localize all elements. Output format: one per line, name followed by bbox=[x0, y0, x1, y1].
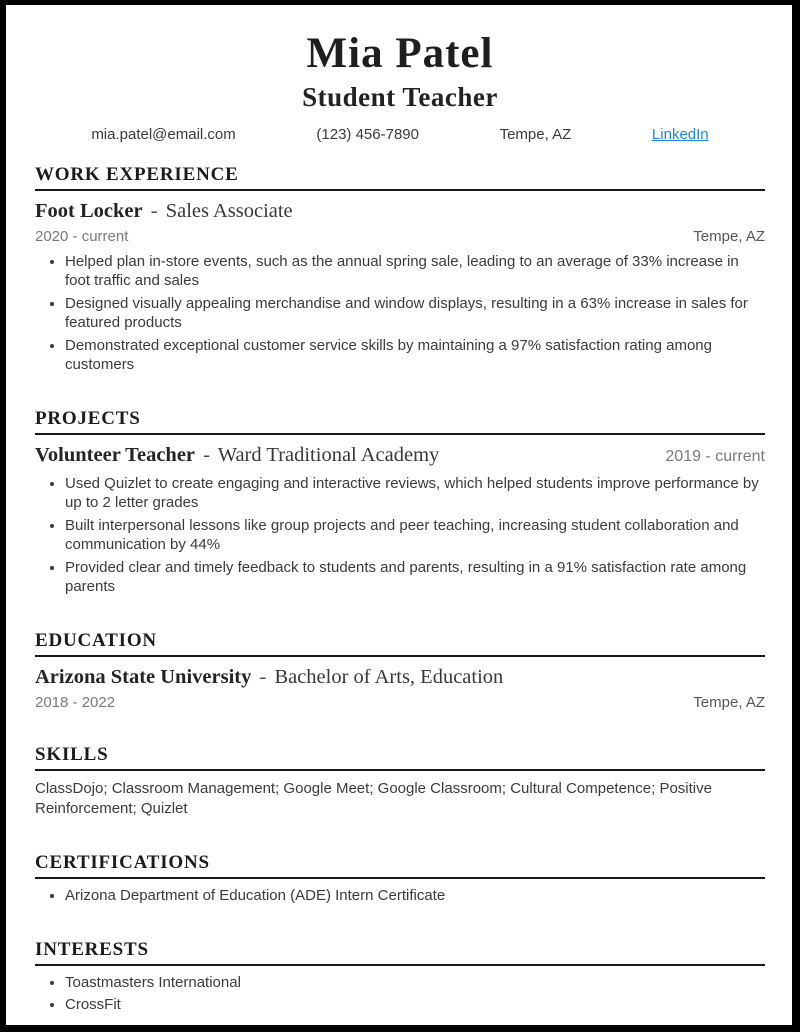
section-heading: SKILLS bbox=[35, 744, 765, 771]
education-dates: 2018 - 2022 bbox=[35, 693, 116, 711]
work-entry-header bbox=[35, 200, 765, 223]
bullet-item: • Demonstrated exceptional customer service skills by maintaining a 97% satisfaction rating among customers bbox=[65, 336, 765, 375]
interests-bullet-list bbox=[35, 973, 765, 1015]
title-separator: - bbox=[203, 443, 210, 466]
degree-name: Bachelor of Arts, Education bbox=[274, 665, 504, 688]
project-title: Volunteer Teacher bbox=[35, 443, 196, 466]
bullet-item: • Designed visually appealing merchandise and window displays, resulting in a 63% increase in sales for featured products bbox=[65, 294, 765, 333]
section-heading: CERTIFICATIONS bbox=[35, 852, 765, 879]
contact-row bbox=[35, 126, 765, 143]
education-entry-title bbox=[35, 666, 503, 689]
education-meta-row bbox=[35, 694, 765, 711]
section-certifications bbox=[35, 852, 765, 906]
contact-phone: (123) 456-7890 bbox=[316, 125, 419, 143]
education-location: Tempe, AZ bbox=[693, 693, 765, 711]
linkedin-link[interactable]: LinkedIn bbox=[651, 125, 709, 143]
section-interests bbox=[35, 939, 765, 1015]
bullet-item: • Built interpersonal lessons like group projects and peer teaching, increasing student collaboration and communication by 44% bbox=[65, 516, 765, 555]
bullet-item: • Toastmasters International bbox=[65, 973, 765, 993]
section-heading: EDUCATION bbox=[35, 630, 765, 657]
education-entry-header bbox=[35, 666, 765, 689]
section-skills bbox=[35, 744, 765, 820]
contact-location: Tempe, AZ bbox=[499, 125, 572, 143]
project-dates: 2019 - current bbox=[665, 447, 765, 465]
section-education bbox=[35, 630, 765, 711]
section-heading: INTERESTS bbox=[35, 939, 765, 966]
bullet-item: • Used Quizlet to create engaging and interactive reviews, which helped students improve performance by up to 2 letter grades bbox=[65, 474, 765, 513]
job-title: Student Teacher bbox=[302, 82, 498, 113]
title-separator: - bbox=[150, 199, 158, 222]
work-entry-title bbox=[35, 200, 293, 223]
project-entry-title bbox=[35, 444, 439, 467]
school-name: Arizona State University bbox=[35, 665, 252, 688]
bullet-item: • Arizona Department of Education (ADE) Intern Certificate bbox=[65, 886, 765, 906]
contact-email: mia.patel@email.com bbox=[91, 125, 236, 143]
project-bullet-list bbox=[35, 474, 765, 597]
certifications-bullet-list bbox=[35, 886, 765, 906]
section-heading: WORK EXPERIENCE bbox=[35, 164, 765, 191]
company-name: Foot Locker bbox=[35, 199, 143, 222]
title-separator: - bbox=[259, 665, 267, 688]
skills-text: ClassDojo; Classroom Management; Google Meet; Google Classroom; Cultural Competence; Positive Reinforcement; Quizlet bbox=[35, 779, 712, 818]
section-heading: PROJECTS bbox=[35, 408, 765, 435]
section-projects bbox=[35, 408, 765, 597]
bullet-item: • Provided clear and timely feedback to students and parents, resulting in a 91% satisfaction rate among parents bbox=[65, 558, 765, 597]
project-org: Ward Traditional Academy bbox=[217, 443, 440, 466]
bullet-item: • Helped plan in-store events, such as the annual spring sale, leading to an average of 33% increase in foot traffic and sales bbox=[65, 252, 765, 291]
role-name: Sales Associate bbox=[165, 199, 293, 222]
section-work-experience bbox=[35, 164, 765, 375]
bullet-item: • CrossFit bbox=[65, 995, 765, 1015]
resume-header bbox=[35, 31, 765, 143]
project-entry-header bbox=[35, 444, 765, 467]
work-meta-row bbox=[35, 228, 765, 245]
work-dates: 2020 - current bbox=[35, 227, 129, 245]
person-name: Mia Patel bbox=[306, 30, 494, 77]
work-bullet-list bbox=[35, 252, 765, 375]
work-location: Tempe, AZ bbox=[693, 227, 765, 245]
